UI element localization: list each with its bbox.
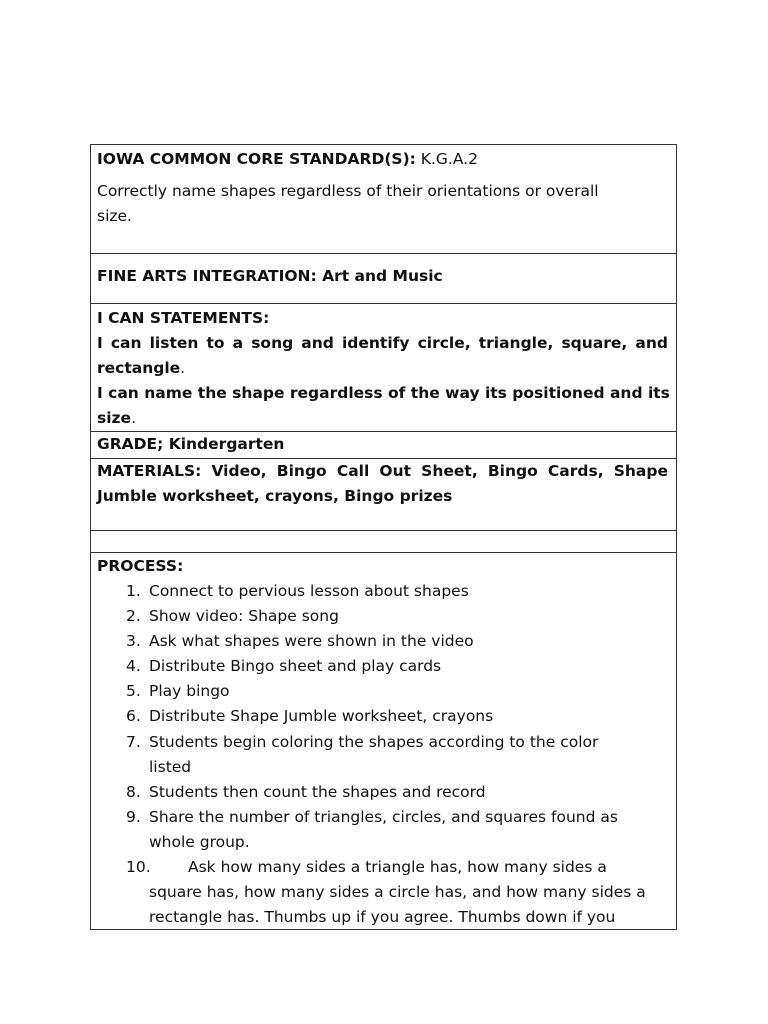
process-step-5: 5. Play bingo: [126, 682, 230, 700]
i-can-statement-2-line-2: size.: [97, 409, 137, 427]
process-step-7: 7. Students begin coloring the shapes according to the color: [126, 733, 599, 751]
process-step-10-continued-2: rectangle has. Thumbs up if you agree. Thumbs down if you: [149, 908, 616, 926]
process-step-7-continued: listed: [149, 758, 192, 776]
process-step-2: 2. Show video: Shape song: [126, 607, 339, 625]
standard-code: K.G.A.2: [415, 150, 478, 168]
empty-row: [91, 531, 676, 553]
fine-arts-title: [97, 264, 668, 289]
i-can-statement-1-line-1: I can listen to a song and identify circle, triangle, square, and: [97, 334, 668, 352]
fine-arts-label: FINE ARTS INTEGRATION:: [97, 267, 317, 285]
standard-description-line-1: Correctly name shapes regardless of their orientations or overall: [97, 182, 599, 200]
process-step-6: 6. Distribute Shape Jumble worksheet, crayons: [126, 707, 494, 725]
i-can-row: [91, 304, 676, 432]
standard-title: [97, 147, 668, 172]
i-can-statement-2-line-1: I can name the shape regardless of the way its positioned and its: [97, 384, 670, 402]
process-step-3: 3. Ask what shapes were shown in the video: [126, 632, 474, 650]
process-step-4: 4. Distribute Bingo sheet and play cards: [126, 657, 442, 675]
process-step-9-continued: whole group.: [149, 833, 250, 851]
process-step-1: 1. Connect to pervious lesson about shapes: [126, 582, 469, 600]
fine-arts-row: [91, 254, 676, 304]
i-can-statement-1-line-2: rectangle.: [97, 359, 186, 377]
fine-arts-value: Art and Music: [316, 267, 443, 285]
process-heading: PROCESS:: [97, 557, 184, 575]
standard-row: [91, 145, 676, 254]
process-step-8: 8. Students then count the shapes and record: [126, 783, 486, 801]
materials-line-2: Jumble worksheet, crayons, Bingo prizes: [97, 487, 453, 505]
grade-text: GRADE; Kindergarten: [97, 435, 285, 453]
grade-row: [91, 432, 676, 459]
process-step-9: 9. Share the number of triangles, circles, and squares found as: [126, 808, 618, 826]
process-step-10: 10. Ask how many sides a triangle has, how many sides a: [126, 858, 607, 876]
materials-row: [91, 459, 676, 531]
i-can-heading: I CAN STATEMENTS:: [97, 309, 270, 327]
process-row: [91, 553, 676, 930]
lesson-plan-table: [90, 144, 677, 930]
process-step-10-continued-1: square has, how many sides a circle has, and how many sides a: [149, 883, 646, 901]
standard-description-line-2: size.: [97, 207, 132, 225]
materials-line-1: MATERIALS: Video, Bingo Call Out Sheet, Bingo Cards, Shape: [97, 462, 668, 480]
standard-label: IOWA COMMON CORE STANDARD(S):: [97, 150, 416, 168]
